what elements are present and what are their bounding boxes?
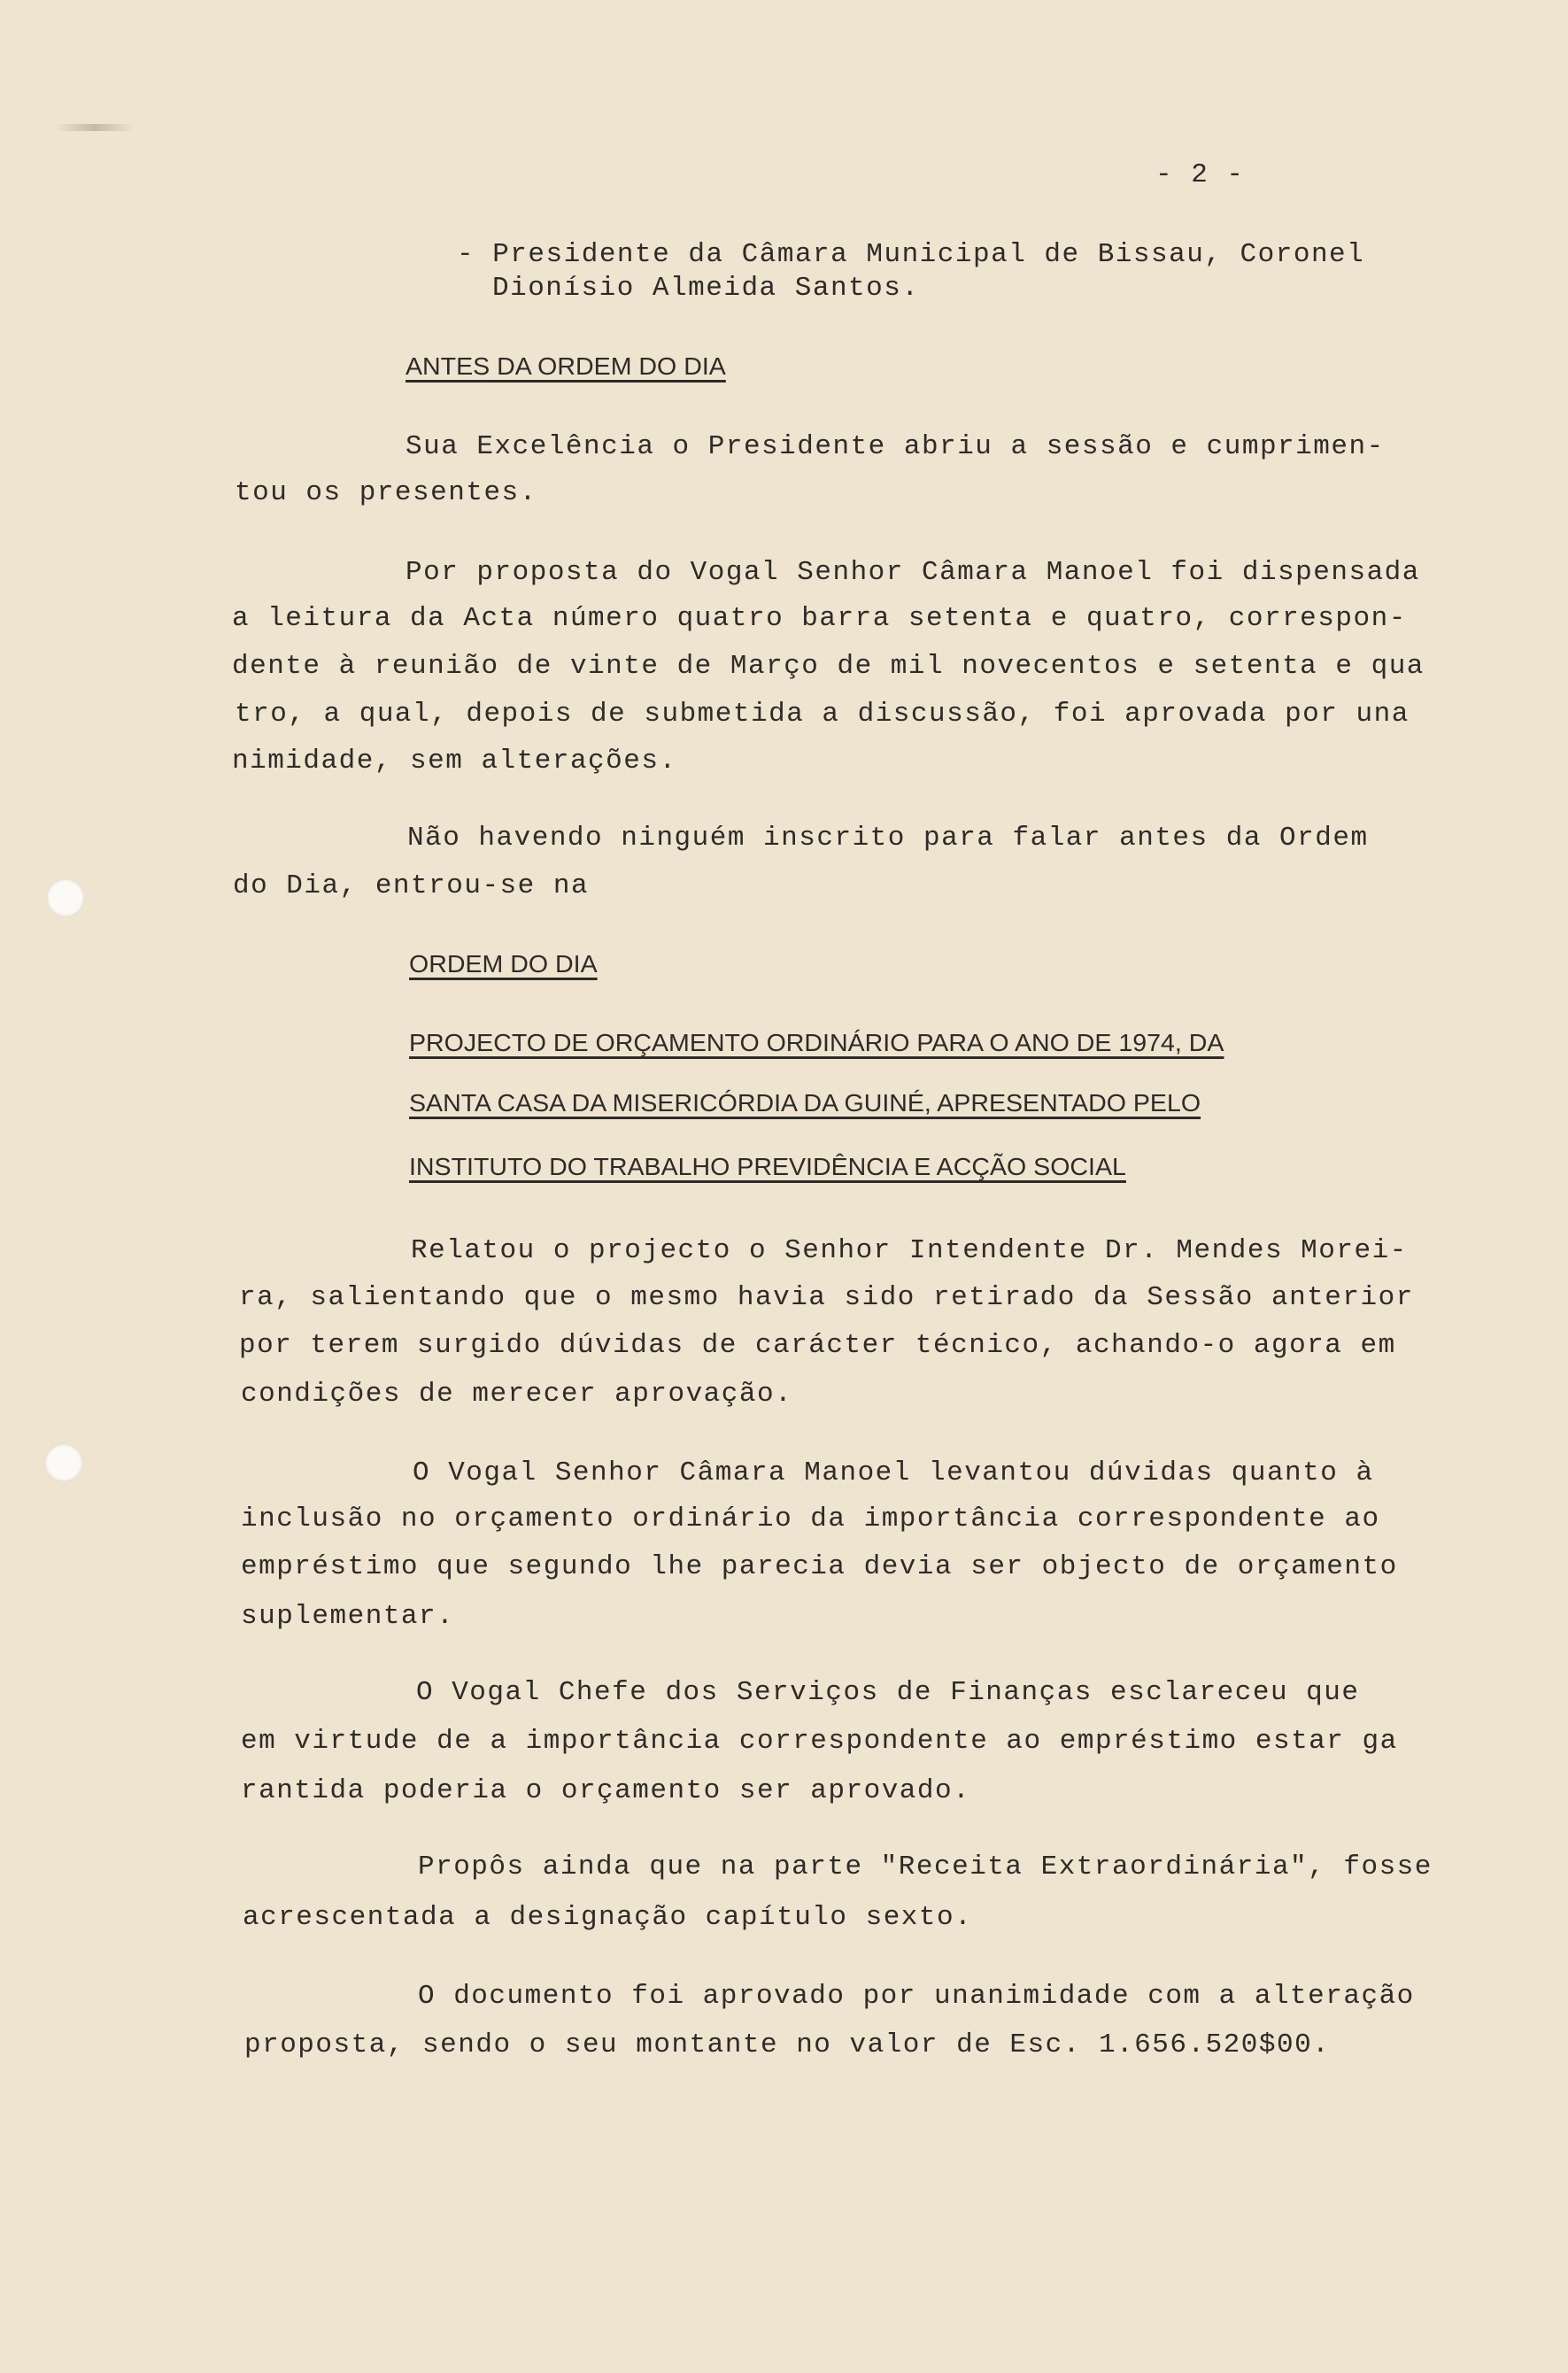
item-heading: PROJECTO DE ORÇAMENTO ORDINÁRIO PARA O ANO DE 1974, DA	[409, 1029, 1224, 1056]
text-line: tou os presentes.	[235, 477, 537, 508]
text-line: tro, a qual, depois de submetida a discussão, foi aprovada por una	[235, 699, 1410, 730]
text-line: rantida poderia o orçamento ser aprovado.	[241, 1775, 971, 1806]
text-line: Sua Excelência o Presidente abriu a sessão e cumprimen-	[406, 431, 1385, 462]
punch-hole	[46, 878, 85, 917]
section-heading: ORDEM DO DIA	[409, 950, 598, 978]
text-line: inclusão no orçamento ordinário da importância correspondente ao	[241, 1503, 1380, 1534]
text-line: O Vogal Chefe dos Serviços de Finanças esclareceu que	[416, 1677, 1360, 1708]
text-line: Propôs ainda que na parte "Receita Extraordinária", fosse	[418, 1851, 1433, 1882]
text-line: por terem surgido dúvidas de carácter técnico, achando-o agora em	[239, 1330, 1396, 1361]
item-heading: SANTA CASA DA MISERICÓRDIA DA GUINÉ, APRESENTADO PELO	[409, 1089, 1201, 1117]
punch-hole	[44, 1443, 83, 1482]
text-line: condições de merecer aprovação.	[241, 1379, 793, 1410]
text-line: Dionísio Almeida Santos.	[492, 273, 920, 304]
item-heading: INSTITUTO DO TRABALHO PREVIDÊNCIA E ACÇÃO SOCIAL	[409, 1153, 1126, 1180]
ink-smudge	[55, 124, 135, 131]
text-line: proposta, sendo o seu montante no valor de Esc. 1.656.520$00.	[244, 2029, 1331, 2060]
text-line: O documento foi aprovado por unanimidade com a alteração	[418, 1981, 1415, 2012]
text-line: suplementar.	[241, 1601, 455, 1632]
page-number: - 2 -	[1155, 159, 1245, 190]
text-line: do Dia, entrou-se na	[233, 870, 590, 901]
text-line: Relatou o projecto o Senhor Intendente Dr. Mendes Morei-	[411, 1235, 1408, 1266]
text-line: O Vogal Senhor Câmara Manoel levantou dúvidas quanto à	[413, 1457, 1374, 1488]
text-line: - Presidente da Câmara Municipal de Bissau, Coronel	[457, 239, 1365, 270]
text-line: ra, salientando que o mesmo havia sido retirado da Sessão anterior	[239, 1282, 1414, 1313]
text-line: em virtude de a importância correspondente ao empréstimo estar ga	[241, 1726, 1398, 1757]
text-line: dente à reunião de vinte de Março de mil novecentos e setenta e qua	[232, 651, 1425, 682]
text-line: Por proposta do Vogal Senhor Câmara Manoel foi dispensada	[406, 557, 1420, 588]
text-line: a leitura da Acta número quatro barra setenta e quatro, correspon-	[232, 603, 1407, 634]
section-heading: ANTES DA ORDEM DO DIA	[406, 352, 726, 380]
text-line: Não havendo ninguém inscrito para falar antes da Ordem	[407, 823, 1369, 854]
text-line: nimidade, sem alterações.	[232, 746, 677, 777]
text-line: empréstimo que segundo lhe parecia devia ser objecto de orçamento	[241, 1551, 1398, 1582]
text-line: acrescentada a designação capítulo sexto.	[243, 1902, 973, 1933]
